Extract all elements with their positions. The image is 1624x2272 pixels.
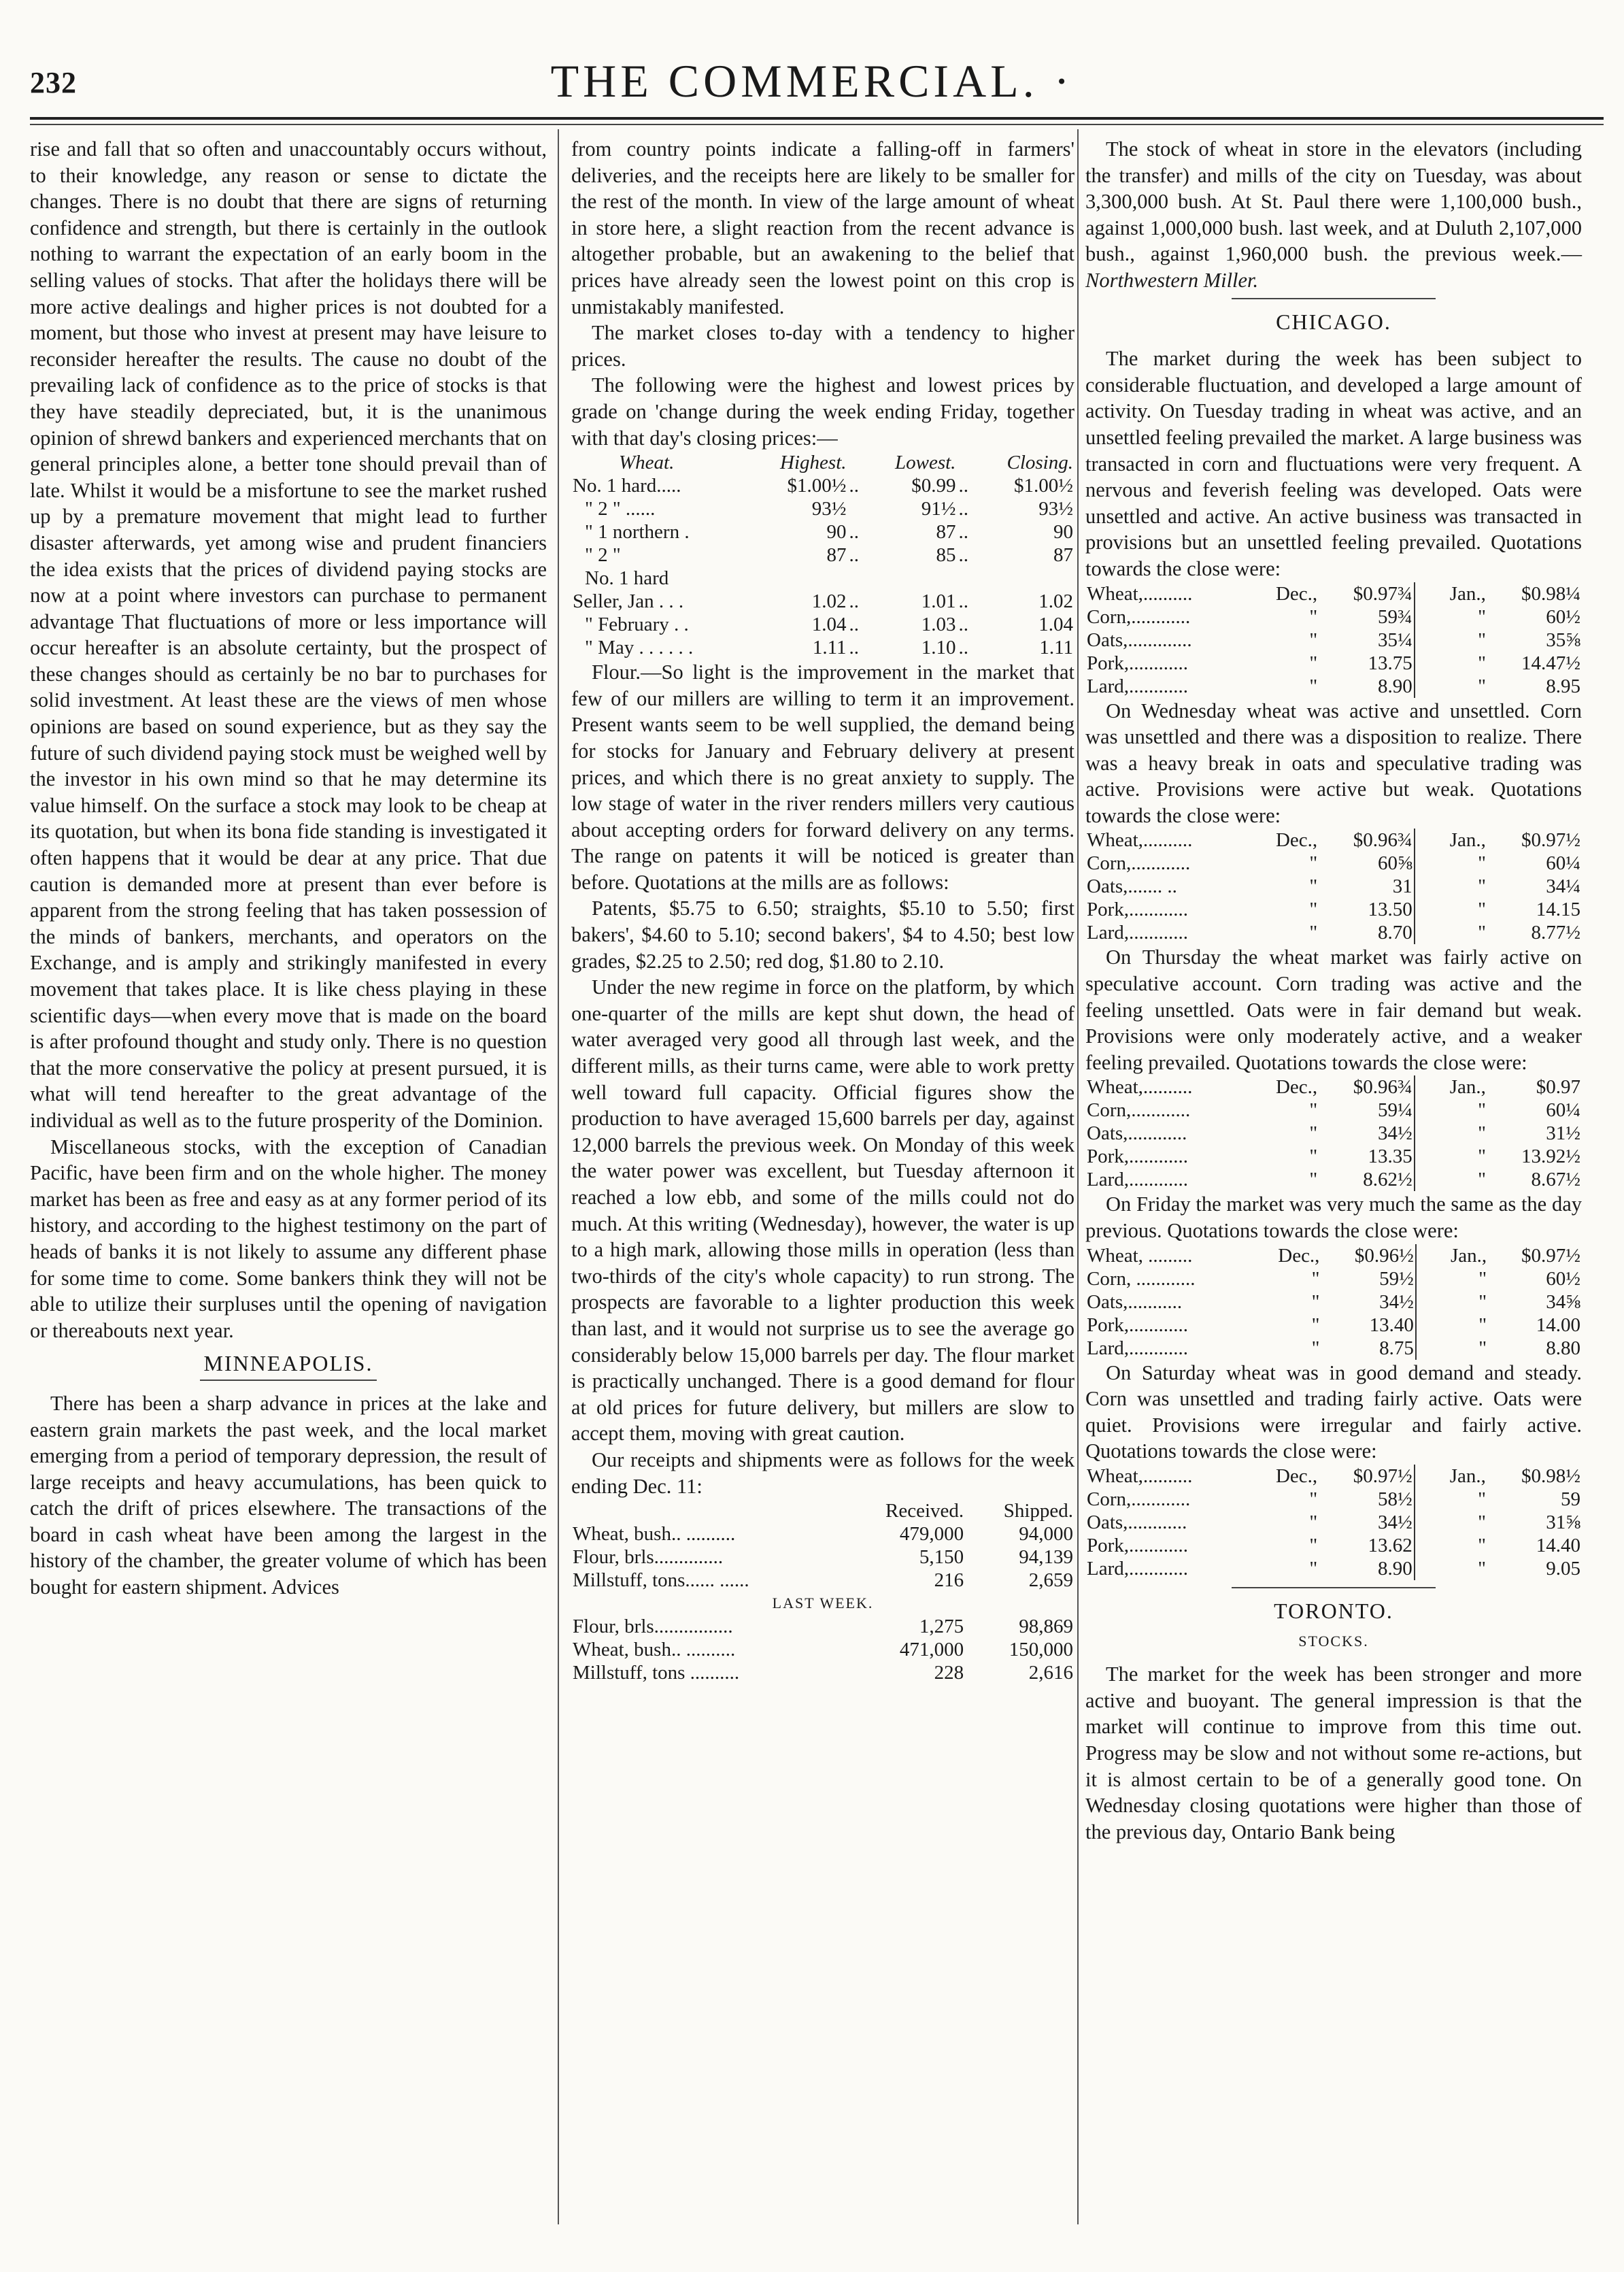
table-cell: 90 [1053,521,1073,544]
table-cell: .. [849,544,859,567]
table-cell: 94,139 [1019,1546,1073,1569]
paragraph [1085,136,1582,294]
table-header: Wheat. [619,452,675,474]
table-cell: 91½ [921,498,956,520]
table-cell: Corn, ............ [1087,1267,1196,1290]
table-cell: Flour, brls.............. [573,1546,724,1569]
table-cell: " [1309,1122,1318,1145]
paragraph: Under the new regime in force on the platform, by which one-quarter of the mills are kept shut down, the head of water averaged very good all through last week, and the different mills, as their turns came, were able to work pretty well toward full capacity. Official figures show the production to have averaged 15,600 barrels per day, against 12,000 barrels the previous week. On Monday of this week the water power was excellent, but Tuesday afternoon it reached a low ebb, and some of the mills could not do much. At this writing (Wednesday), however, the water is up to a high mark, allowing those mills in operation (less than two-thirds of the city's whole capacity) to run strong. The prospects are favorable to a lighter production this week than last, and it would not surprise us to see the average go considerably below 15,000 barrels per day. The flour market is practically unchanged. There is a good demand for flour at old prices for future delivery, but millers are slow to accept them, moving with great caution. [571,975,1075,1446]
table-cell: 13.62 [1319,1534,1415,1557]
table-cell: " [1309,875,1318,898]
table-cell: " 1 northern . [585,521,690,544]
table-cell: Jan., [1450,1244,1487,1267]
table-row [1085,629,1582,652]
column-1 [30,136,547,1601]
table-row [1085,1337,1582,1360]
table-cell: $1.00½ [1014,475,1073,497]
table-row [571,590,1075,613]
table-cell: $0.99 [911,475,956,497]
table-cell: Wheat, bush.. .......... [573,1523,736,1546]
table-cell: " [1311,1314,1320,1336]
table-cell: 35⅝ [1546,629,1580,651]
table-row [1085,1488,1582,1511]
paragraph: On Wednesday wheat was active and unsettled. Corn was unsettled and there was a disposition to realize. There was a heavy break in oats and speculative trading was active. Provisions were active but weak. Quotations towards the close were: [1085,699,1582,827]
table-cell: Oats,............ [1087,1511,1187,1533]
table-cell: 90 [826,521,847,544]
section-rule [1232,1587,1436,1588]
table-cell: Oats,............ [1087,1122,1187,1145]
table-row [1085,1075,1582,1099]
table-cell: " [1478,852,1486,875]
table-cell: Jan., [1449,1465,1486,1487]
column-divider [558,129,559,2224]
table-cell: " [1309,1169,1318,1191]
table-cell: $0.96½ [1321,1244,1415,1267]
table-cell: Lard,............ [1087,1337,1188,1359]
table-cell: 35¼ [1319,629,1415,652]
table-cell: $1.00½ [787,475,847,497]
table-cell: " 2 " ...... [585,498,656,520]
table-cell: 150,000 [1009,1639,1073,1661]
table-cell: Lard,............ [1087,675,1188,697]
table-cell: Oats,....... .. [1087,875,1177,898]
column-3 [1085,136,1582,1845]
table-cell: 14.40 [1536,1535,1580,1556]
column-divider [1077,129,1079,2224]
paragraph: from country points indicate a falling-off in farmers' deliveries, and the receipts here are likely to be smaller for the rest of the month. In view of the large amount of wheat in store here, a slight reaction from the recent advance is altogether probable, but an awakening to the belief that prices have already seen the lowest point on this crop is unmistakably manifested. [571,137,1075,318]
table-cell: 471,000 [899,1639,964,1661]
table-cell: " [1309,1511,1318,1533]
table-row [1085,1122,1582,1145]
table-cell: $0.98¼ [1521,582,1580,605]
table-row [571,1615,1075,1638]
table-row [1085,1557,1582,1580]
table-cell: $0.97¾ [1319,582,1415,605]
table-cell: 228 [934,1662,964,1684]
table-cell: Dec., [1275,582,1318,605]
table-cell: Pork,............ [1087,899,1189,921]
table-cell: " [1478,1267,1487,1290]
table-cell: " [1309,652,1318,674]
table-cell: 8.80 [1546,1337,1580,1359]
table-cell: Pork,............ [1087,652,1189,674]
table-header: Received. [885,1500,964,1522]
price-table [571,451,1075,659]
table-row [1085,1168,1582,1191]
table-cell: " [1478,605,1486,628]
paragraph: There has been a sharp advance in prices at the lake and eastern grain markets the past week, and the local market emerging from a period of temporary depression, the result of large receipts and heavy accumulations, has been quick to catch the drift of prices elsewhere. The transactions of the board in cash wheat have been among the largest in the history of the chamber, the greater volume of which has been bought for eastern shipment. Advices [30,1391,547,1599]
table-cell: " [1309,899,1318,921]
table-cell: .. [849,521,859,544]
table-cell: " [1478,629,1486,651]
table-cell: 85 [936,544,956,567]
table-cell: 1.02 [811,590,847,613]
table-cell: Jan., [1449,1076,1486,1099]
table-cell: " [1309,629,1318,651]
table-cell: " [1478,1314,1487,1336]
table-cell: " [1478,652,1486,674]
table-cell: " [1309,1558,1318,1580]
table-cell: Oats,........... [1087,1290,1183,1313]
table-cell: 216 [934,1569,964,1592]
paragraph: On Saturday wheat was in good demand and steady. Corn was unsettled and trading fairly active. Oats were quiet. Provisions were irregular and fairly active. Quotations towards the close were: [1085,1360,1582,1463]
table-cell [848,497,866,520]
table-cell: 59¼ [1319,1099,1415,1122]
table-cell: 34½ [1319,1122,1415,1145]
table-cell: $0.98½ [1521,1465,1580,1487]
table-row [1085,582,1582,605]
table-row [571,544,1075,567]
table-cell: $0.96¾ [1319,829,1415,852]
quotations-table [1085,1075,1582,1191]
table-cell: 13.50 [1319,898,1415,921]
table-cell: Jan., [1449,582,1486,605]
table-cell: 31 [1319,875,1415,898]
table-row [571,1522,1075,1546]
table-cell: " May . . . . . . [585,637,694,659]
table-row [1085,875,1582,898]
table-cell: 1.01 [921,590,956,613]
table-cell: 8.90 [1319,675,1415,698]
paragraph: Our receipts and shipments were as follows for the week ending Dec. 11: [571,1448,1075,1498]
table-cell: .. [958,590,968,613]
table-cell: No. 1 hard..... [573,475,681,497]
table-cell: Jan., [1449,829,1486,852]
table-cell: " [1309,675,1318,697]
table-cell: 1.10 [921,637,956,659]
table-row [1085,1290,1582,1314]
table-cell: " [1478,1337,1487,1359]
table-cell: 1,275 [919,1616,964,1638]
table-cell: $0.97½ [1521,829,1580,852]
table-row [571,567,1075,590]
table-cell: 479,000 [899,1523,964,1546]
table-header-row [571,1499,1075,1522]
table-cell: 1.03 [921,614,956,636]
table-row [1085,675,1582,698]
table-cell: .. [958,614,968,636]
table-cell: Wheat, ......... [1087,1244,1193,1267]
header-rule-thin [30,124,1604,125]
table-row [1085,1314,1582,1337]
table-cell: 34⅝ [1546,1290,1580,1313]
table-cell: 58½ [1319,1488,1415,1511]
table-cell: 60⅝ [1319,852,1415,875]
masthead-title: THE COMMERCIAL. · [550,55,1074,107]
section-heading-minneapolis: MINNEAPOLIS. [203,1351,373,1376]
table-cell: 60¼ [1546,1099,1580,1122]
table-row [571,636,1075,659]
table-cell: No. 1 hard [585,567,669,590]
table-cell: " [1309,1535,1318,1556]
table-cell: Lard,............ [1087,1558,1188,1580]
table-cell: .. [958,521,968,544]
table-row [571,474,1075,497]
table-cell: 1.11 [1039,637,1073,659]
table-header [571,1499,843,1522]
table-cell: 94,000 [1019,1523,1073,1546]
table-cell: .. [849,637,859,659]
table-cell: 9.05 [1546,1558,1580,1580]
table-cell: .. [958,498,968,520]
table-row [1085,1145,1582,1168]
table-row [1085,605,1582,629]
table-cell: Wheat,.......... [1087,1465,1193,1487]
table-cell: Corn,............ [1087,605,1191,628]
table-row [1085,1511,1582,1534]
table-row [1085,1267,1582,1290]
table-cell: " [1309,1146,1318,1168]
table-cell: " [1478,1099,1486,1122]
table-row [571,1661,1075,1684]
table-cell: 31⅝ [1546,1511,1580,1533]
quotations-table [1085,1244,1582,1360]
table-cell: Pork,............ [1087,1535,1189,1556]
table-cell: Dec., [1275,1465,1318,1487]
section-rule [1232,298,1436,299]
table-cell: .. [849,614,859,636]
table-cell: $0.97½ [1521,1244,1580,1267]
page-number: 232 [30,66,77,99]
table-cell: .. [849,475,859,497]
table-cell: 87 [1053,544,1073,567]
table-cell: .. [849,590,859,613]
table-row [1085,898,1582,921]
table-cell: 13.75 [1319,652,1415,675]
table-cell: Seller, Jan . . . [573,590,684,613]
table-row [1085,852,1582,875]
table-row [571,1546,1075,1569]
table-row [1085,921,1582,944]
table-row [571,497,1075,520]
table-cell: 8.70 [1319,921,1415,944]
paragraph-text: The stock of wheat in store in the elevators (including the transfer) and mills of the city on Tuesday, was about 3,300,000 bush. At St. Paul there were 1,100,000 bush., against 1,000,000 bush. last week, and at Duluth 2,107,000 bush., against 1,960,000 bush. the previous week.— [1085,137,1582,266]
table-cell: 59½ [1321,1267,1415,1290]
table-cell: Dec., [1275,1076,1318,1099]
table-cell: 1.04 [1038,614,1073,636]
table-cell: 8.90 [1319,1557,1415,1580]
table-cell: 60½ [1546,1267,1580,1290]
table-cell: Dec., [1275,829,1318,852]
table-cell: Flour, brls................ [573,1616,733,1638]
table-header: Closing. [1006,452,1073,474]
table-cell: Millstuff, tons...... ...... [573,1569,749,1592]
table-cell: Pork,............ [1087,1146,1189,1168]
table-cell: .. [958,637,968,659]
table-cell: " 2 " [585,544,621,567]
table-cell: " [1309,1488,1318,1510]
table-cell: 2,616 [1028,1662,1073,1684]
table-cell: " [1478,1290,1487,1313]
paragraph: On Friday the market was very much the same as the day previous. Quotations towards the close were: [1085,1192,1582,1243]
paragraph: Flour.—So light is the improvement in the market that few of our millers are willing to term it an improvement. Present wants seem to be well supplied, the demand being for stocks for January and February delivery at present prices, and which there is no great anxiety to supply. The low stage of water in the river renders millers very cautious about accepting orders for forward delivery on any terms. The range on patents it will be noticed is greater than before. Quotations at the mills are as follows: [571,661,1075,894]
quotations-table [1085,1465,1582,1580]
table-cell: 59¾ [1319,605,1415,629]
table-row [1085,1244,1582,1267]
table-cell: $0.97½ [1319,1465,1415,1488]
table-row [1085,829,1582,852]
table-cell: 13.92½ [1521,1146,1580,1168]
table-cell: 87 [826,544,847,567]
table-cell: " [1309,852,1318,875]
table-cell: 13.40 [1321,1314,1415,1337]
table-cell: 8.75 [1321,1337,1415,1360]
table-cell: Corn,............ [1087,1099,1191,1122]
table-cell: 87 [936,521,956,544]
table-cell: 59 [1561,1488,1580,1510]
column-2 [571,136,1075,1684]
table-row [571,1592,1075,1615]
section-heading-chicago: CHICAGO. [1276,309,1391,334]
table-header: Lowest. [895,452,956,474]
table-cell: 93½ [1038,498,1073,520]
quotations-table [1085,829,1582,944]
paragraph: The market closes to-day with a tendency to higher prices. [571,321,1075,371]
table-cell: Lard,............ [1087,1169,1188,1191]
table-cell: 34½ [1321,1290,1415,1314]
table-cell: Wheat, bush.. .......... [573,1639,736,1661]
table-cell: Millstuff, tons .......... [573,1662,740,1684]
table-cell: " [1309,1099,1318,1122]
table-header: Highest. [780,452,847,474]
table-cell: " [1478,1535,1486,1556]
table-cell: " [1478,1558,1486,1580]
table-cell: 5,150 [919,1546,964,1569]
receipts-table [571,1499,1075,1684]
table-cell: 1.02 [1038,590,1073,613]
table-cell: " [1478,1146,1486,1168]
table-cell: Corn,............ [1087,852,1191,875]
table-row [1085,1534,1582,1557]
table-cell: 31½ [1546,1122,1580,1145]
table-cell: 34¼ [1546,875,1580,898]
quotations-table [1085,582,1582,698]
table-cell: " [1309,922,1318,944]
paragraph: The market during the week has been subject to considerable fluctuation, and developed a large amount of activity. On Tuesday trading in wheat was active, and an unsettled feeling prevailed the market. A large business was transacted in corn and fluctuations were very frequent. A nervous and feverish feeling was developed. Oats were unsettled and active. An active business was transacted in provisions but an unsettled feeling prevailed. Quotations towards the close were: [1085,347,1582,580]
table-cell: Pork,............ [1087,1314,1189,1336]
paragraph: Patents, $5.75 to 6.50; straights, $5.10 to 5.50; first bakers', $4.60 to 5.10; second bakers', $4 to 4.50; best low grades, $2.25 to 2.50; red dog, $1.80 to 2.10. [571,897,1075,973]
table-cell: .. [958,544,968,567]
source-credit: Northwestern Miller. [1085,268,1259,292]
table-cell: Corn,............ [1087,1488,1191,1510]
table-cell: 14.15 [1536,899,1580,921]
table-cell: " [1478,922,1486,944]
table-cell: 14.00 [1536,1314,1580,1336]
table-header: Shipped. [1003,1500,1073,1522]
table-subheading: LAST WEEK. [772,1594,874,1612]
table-cell: " [1478,675,1486,697]
table-cell: Dec., [1278,1244,1320,1267]
heading-rule [200,1380,377,1381]
table-cell: Lard,............ [1087,922,1188,944]
table-cell: 8.67½ [1531,1169,1580,1191]
table-cell: Oats,............. [1087,629,1192,651]
table-cell: " February . . [585,614,689,636]
table-cell: Wheat,.......... [1087,1076,1193,1099]
table-cell: " [1478,1511,1486,1533]
table-header-row [571,451,1075,474]
table-cell: " [1311,1290,1320,1313]
table-cell: $0.96¾ [1319,1075,1415,1099]
table-row [1085,1099,1582,1122]
table-cell: " [1478,875,1486,898]
table-cell: " [1478,1169,1486,1191]
table-cell: 60½ [1546,605,1580,628]
table-row [1085,1465,1582,1488]
table-cell: " [1309,605,1318,628]
section-heading-toronto: TORONTO. [1274,1599,1393,1623]
table-row [1085,652,1582,675]
table-cell: 1.04 [811,614,847,636]
table-cell: 14.47½ [1521,652,1580,674]
paragraph: The following were the highest and lowest prices by grade on 'change during the week ending Friday, together with that day's closing prices:— [571,373,1075,450]
header-rule [30,117,1604,120]
paragraph: On Thursday the wheat market was fairly active on speculative account. Corn trading was active and the feeling unsettled. Oats were in fair demand but weak. Provisions were only moderately active, and a weaker feeling prevailed. Quotations towards the close were: [1085,946,1582,1074]
table-cell: " [1478,899,1486,921]
table-cell: .. [958,475,968,497]
table-cell: 60¼ [1546,852,1580,875]
table-cell: 98,869 [1019,1616,1073,1638]
table-row [571,520,1075,544]
table-row [571,1638,1075,1661]
table-cell: " [1478,1122,1486,1145]
table-cell: " [1478,1488,1486,1510]
table-cell: $0.97 [1536,1076,1580,1099]
paragraph: The market for the week has been stronger and more active and buoyant. The general impression is that the market will continue to improve from this time out. Progress may be slow and not without some re-actions, but it is almost certain to be of a generally good tone. On Wednesday closing quotations were higher than those of the previous day, Ontario Bank being [1085,1663,1582,1843]
paragraph: Miscellaneous stocks, with the exception of Canadian Pacific, have been firm and on the whole higher. The money market has been as free and easy as at any former period of its history, and according to the highest testimony on the part of heads of banks it is not likely to assume any different phase for some time to come. Some bankers think they will not be able to utilize their surpluses until the opening of navigation or thereabouts next year. [30,1135,547,1342]
table-cell: " [1311,1267,1320,1290]
table-cell: Wheat,.......... [1087,582,1193,605]
table-cell: 13.35 [1319,1145,1415,1168]
table-cell: Wheat,.......... [1087,829,1193,852]
table-cell: 8.95 [1546,675,1580,697]
table-row [571,613,1075,636]
table-cell: 93½ [811,498,847,520]
table-row [571,1569,1075,1592]
table-cell: 2,659 [1028,1569,1073,1592]
paragraph: rise and fall that so often and unaccountably occurs without, to their knowledge, any reason or sense to dictate the changes. There is no doubt that there are signs of returning confidence and strength, but there is certainly in the outlook nothing to warrant the expectation of an early boom in the selling values of stocks. That after the holidays there will be more active dealings and higher prices is not doubted for a moment, but those who invest at present may have leisure to reconsider hereafter the results. The cause no doubt of the prevailing lack of confidence as to the price of stocks is that they have steadily depreciated, but, it is the unanimous opinion of shrewd bankers and experienced merchants that on general principles alone, a better tone should prevail than of late. Whilst it would be a misfortune to see the market rushed up by a premature movement that might lead to further disaster afterwards, yet among wise and prudent financiers the idea exists that the prices of dividend paying stocks are now at a point where investors can purchase to permanent advantage That fluctuations of more or less importance will occur hereafter is an absolute certainty, but the prospect of these changes should as certainly be no bar to purchases for solid investment. At least these are the views of men whose opinions are based on sound experience, but as they say the future of such dividend paying stock must be weighed well by the investor in his own mind so that he may determine its value himself. On the surface a stock may look to be cheap at its quotation, but when its bona fide standing is investigated it often happens that it would be dear at any price. That due caution is demanded more at present than ever before is apparent from the strong feeling that has taken possession of the minds of bankers, merchants, and operators on the Exchange, and is amply and strikingly manifested in every movement that takes place. It is like chess playing in these scientific days—when every move that is made on the board is after profound thought and study only. There is no question that the more conservative the policy at present pursued, it is what will tend hereafter to the great advantage of the individual as well as to the future prosperity of the Dominion. [30,137,547,1132]
table-cell: 1.11 [812,637,847,659]
section-subheading-stocks: STOCKS. [1298,1632,1369,1650]
table-cell: 8.62½ [1319,1168,1415,1191]
table-cell: 34½ [1319,1511,1415,1534]
table-cell: 8.77½ [1531,922,1580,944]
table-cell: " [1311,1337,1320,1359]
